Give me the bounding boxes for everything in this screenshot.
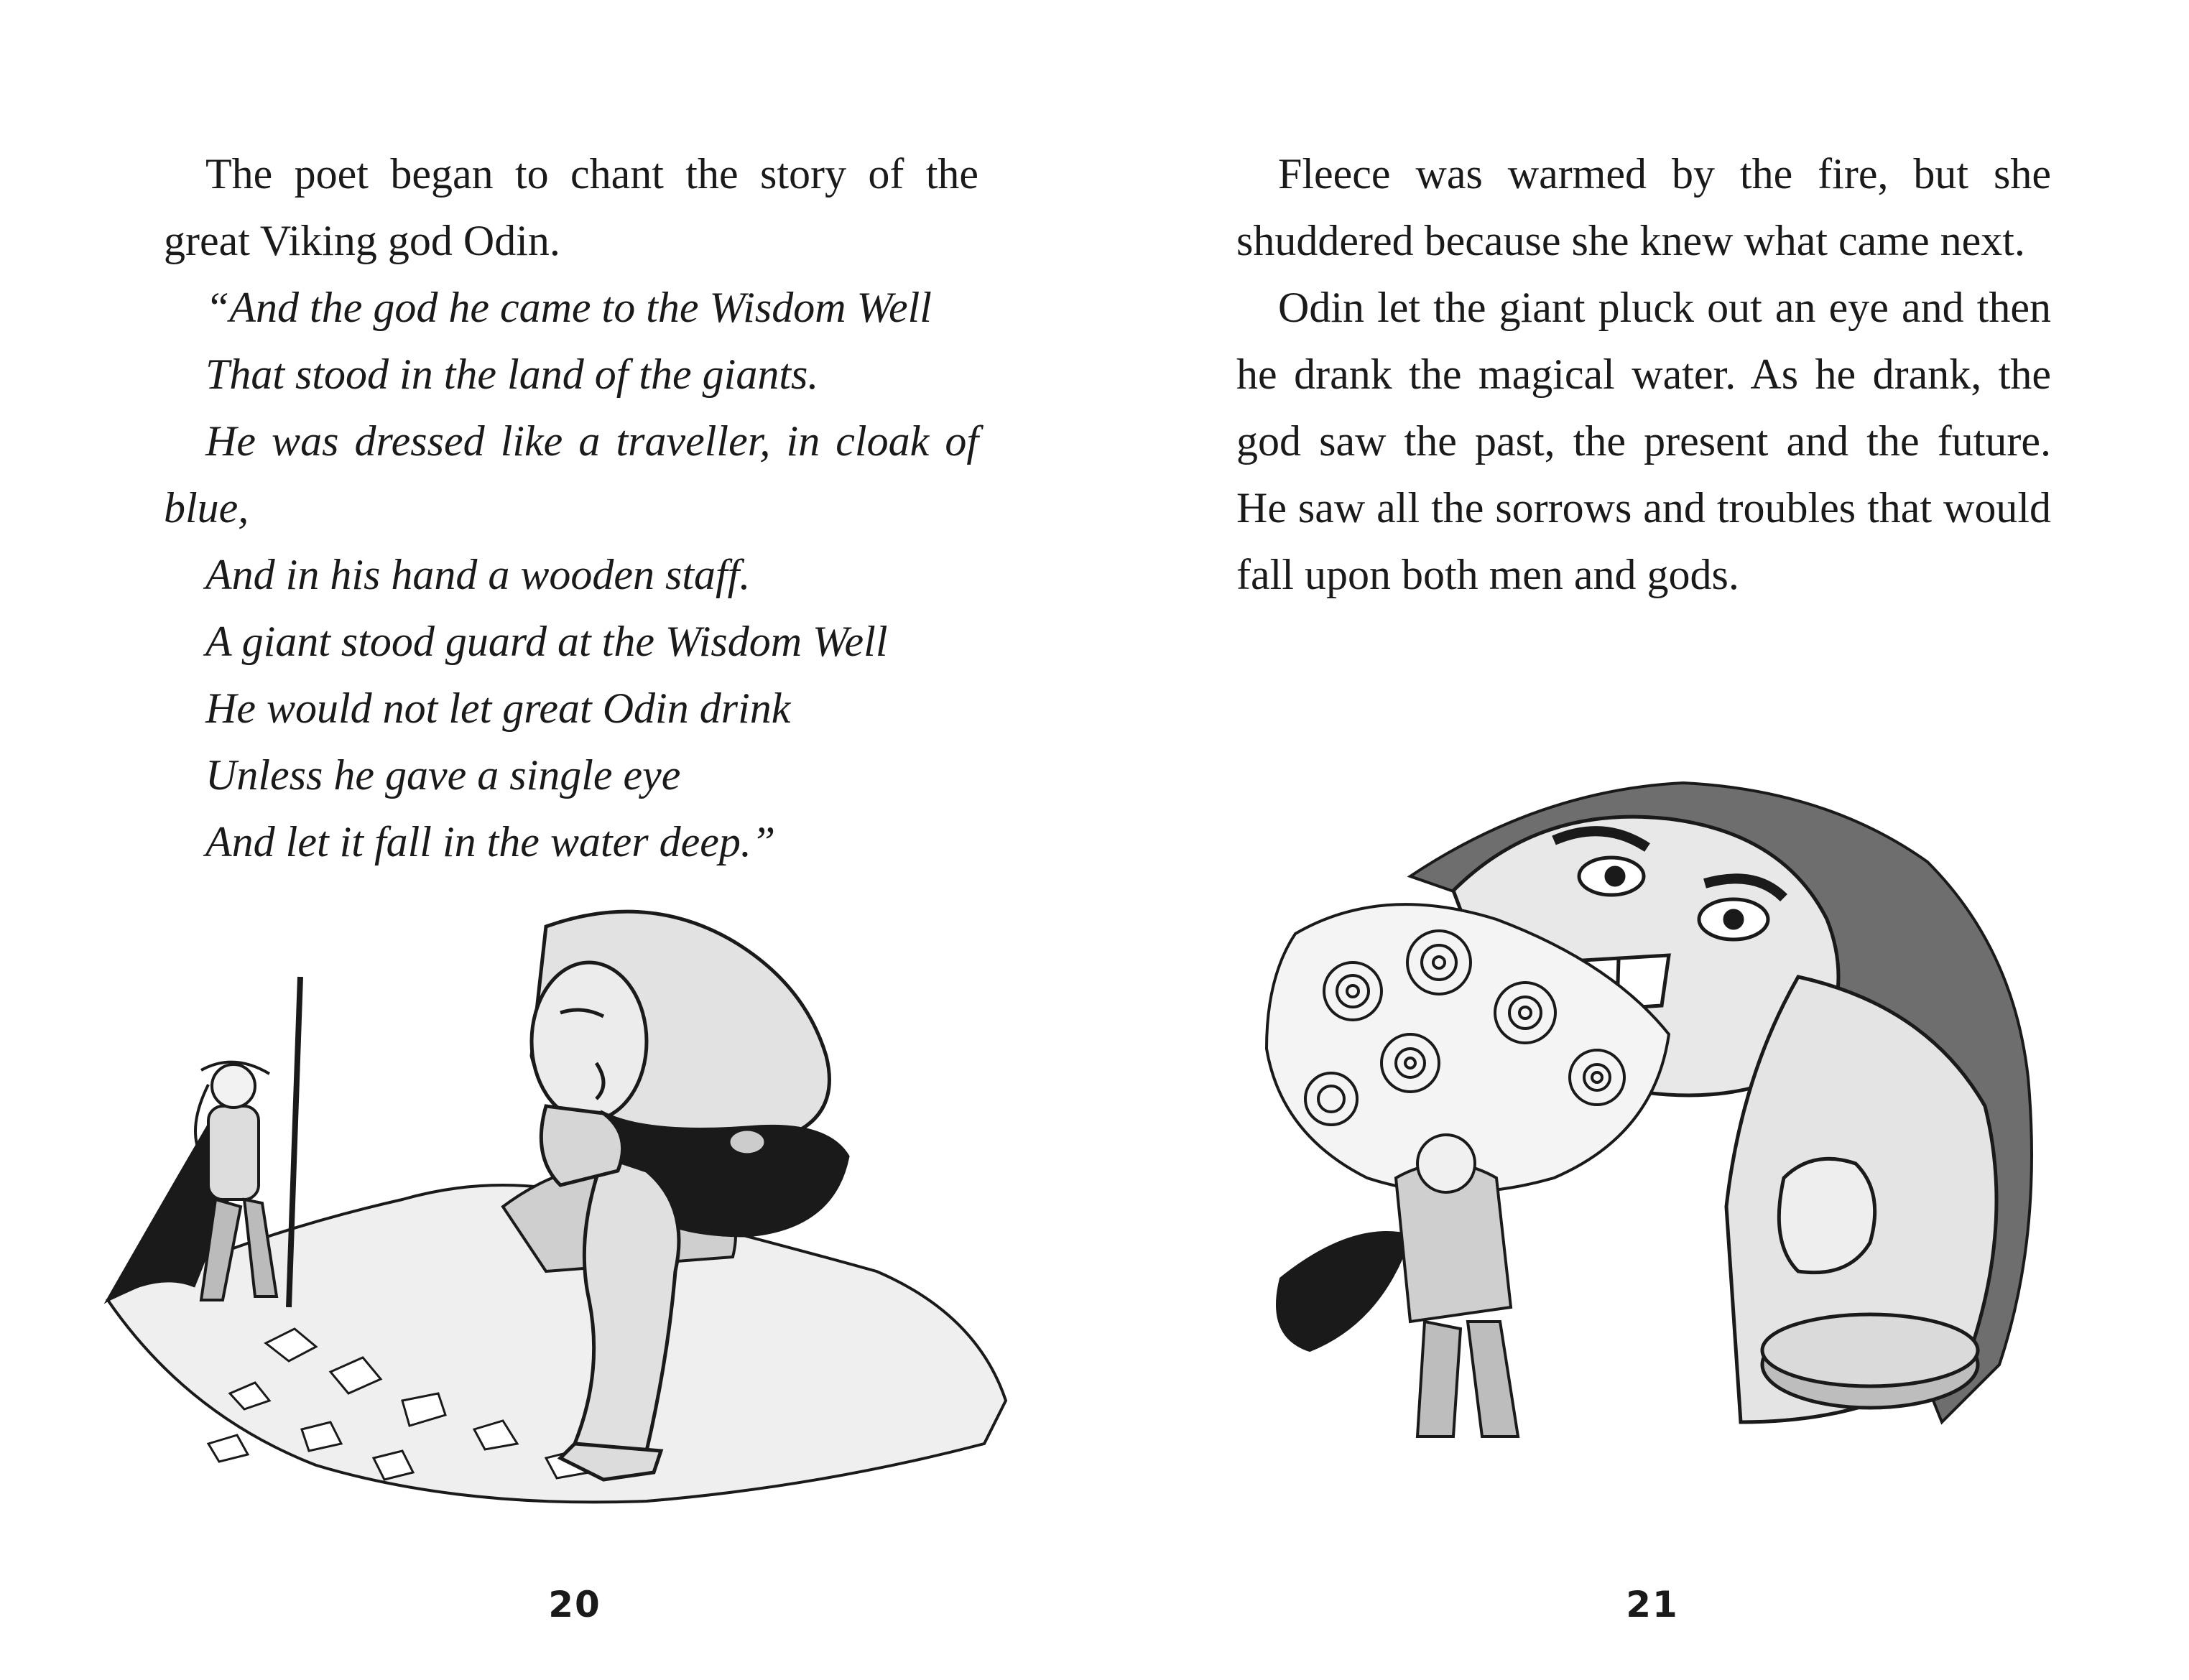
page-number: 20: [548, 1584, 601, 1625]
paragraph: The poet began to chant the story of the great Viking god Odin.: [164, 150, 978, 264]
verse-line: And in his hand a wooden staff.: [205, 551, 751, 598]
left-page: [0, 0, 1094, 1680]
paragraph: Fleece was warmed by the fire, but she shuddered because she knew what came next.: [1236, 150, 2051, 264]
giant-and-traveller-illustration: [101, 898, 1013, 1508]
odin-figure: [108, 977, 300, 1307]
verse-line: Unless he gave a single eye: [205, 751, 681, 799]
odin-small-figure: [1277, 1135, 1518, 1437]
page-number: 21: [1626, 1584, 1679, 1625]
left-page-text: [164, 141, 978, 876]
right-page: [1094, 0, 2189, 1680]
paragraph: Odin let the giant pluck out an eye and then he drank the magical water. As he drank, the god saw the past, the present and the future. He saw all the sorrows and troubles that would fall upon both men and gods.: [1236, 284, 2051, 598]
verse-line: And let it fall in the water deep.”: [205, 818, 776, 865]
verse-line: He was dressed like a traveller, in cloak of blue,: [164, 417, 978, 532]
giant-plucking-eye-illustration: [1238, 776, 2071, 1465]
verse-line: That stood in the land of the giants.: [205, 351, 819, 398]
right-page-text: [1236, 141, 2051, 608]
verse-line: He would not let great Odin drink: [205, 684, 791, 732]
verse-line: “And the god he came to the Wisdom Well: [205, 284, 932, 331]
verse-line: A giant stood guard at the Wisdom Well: [205, 618, 888, 665]
